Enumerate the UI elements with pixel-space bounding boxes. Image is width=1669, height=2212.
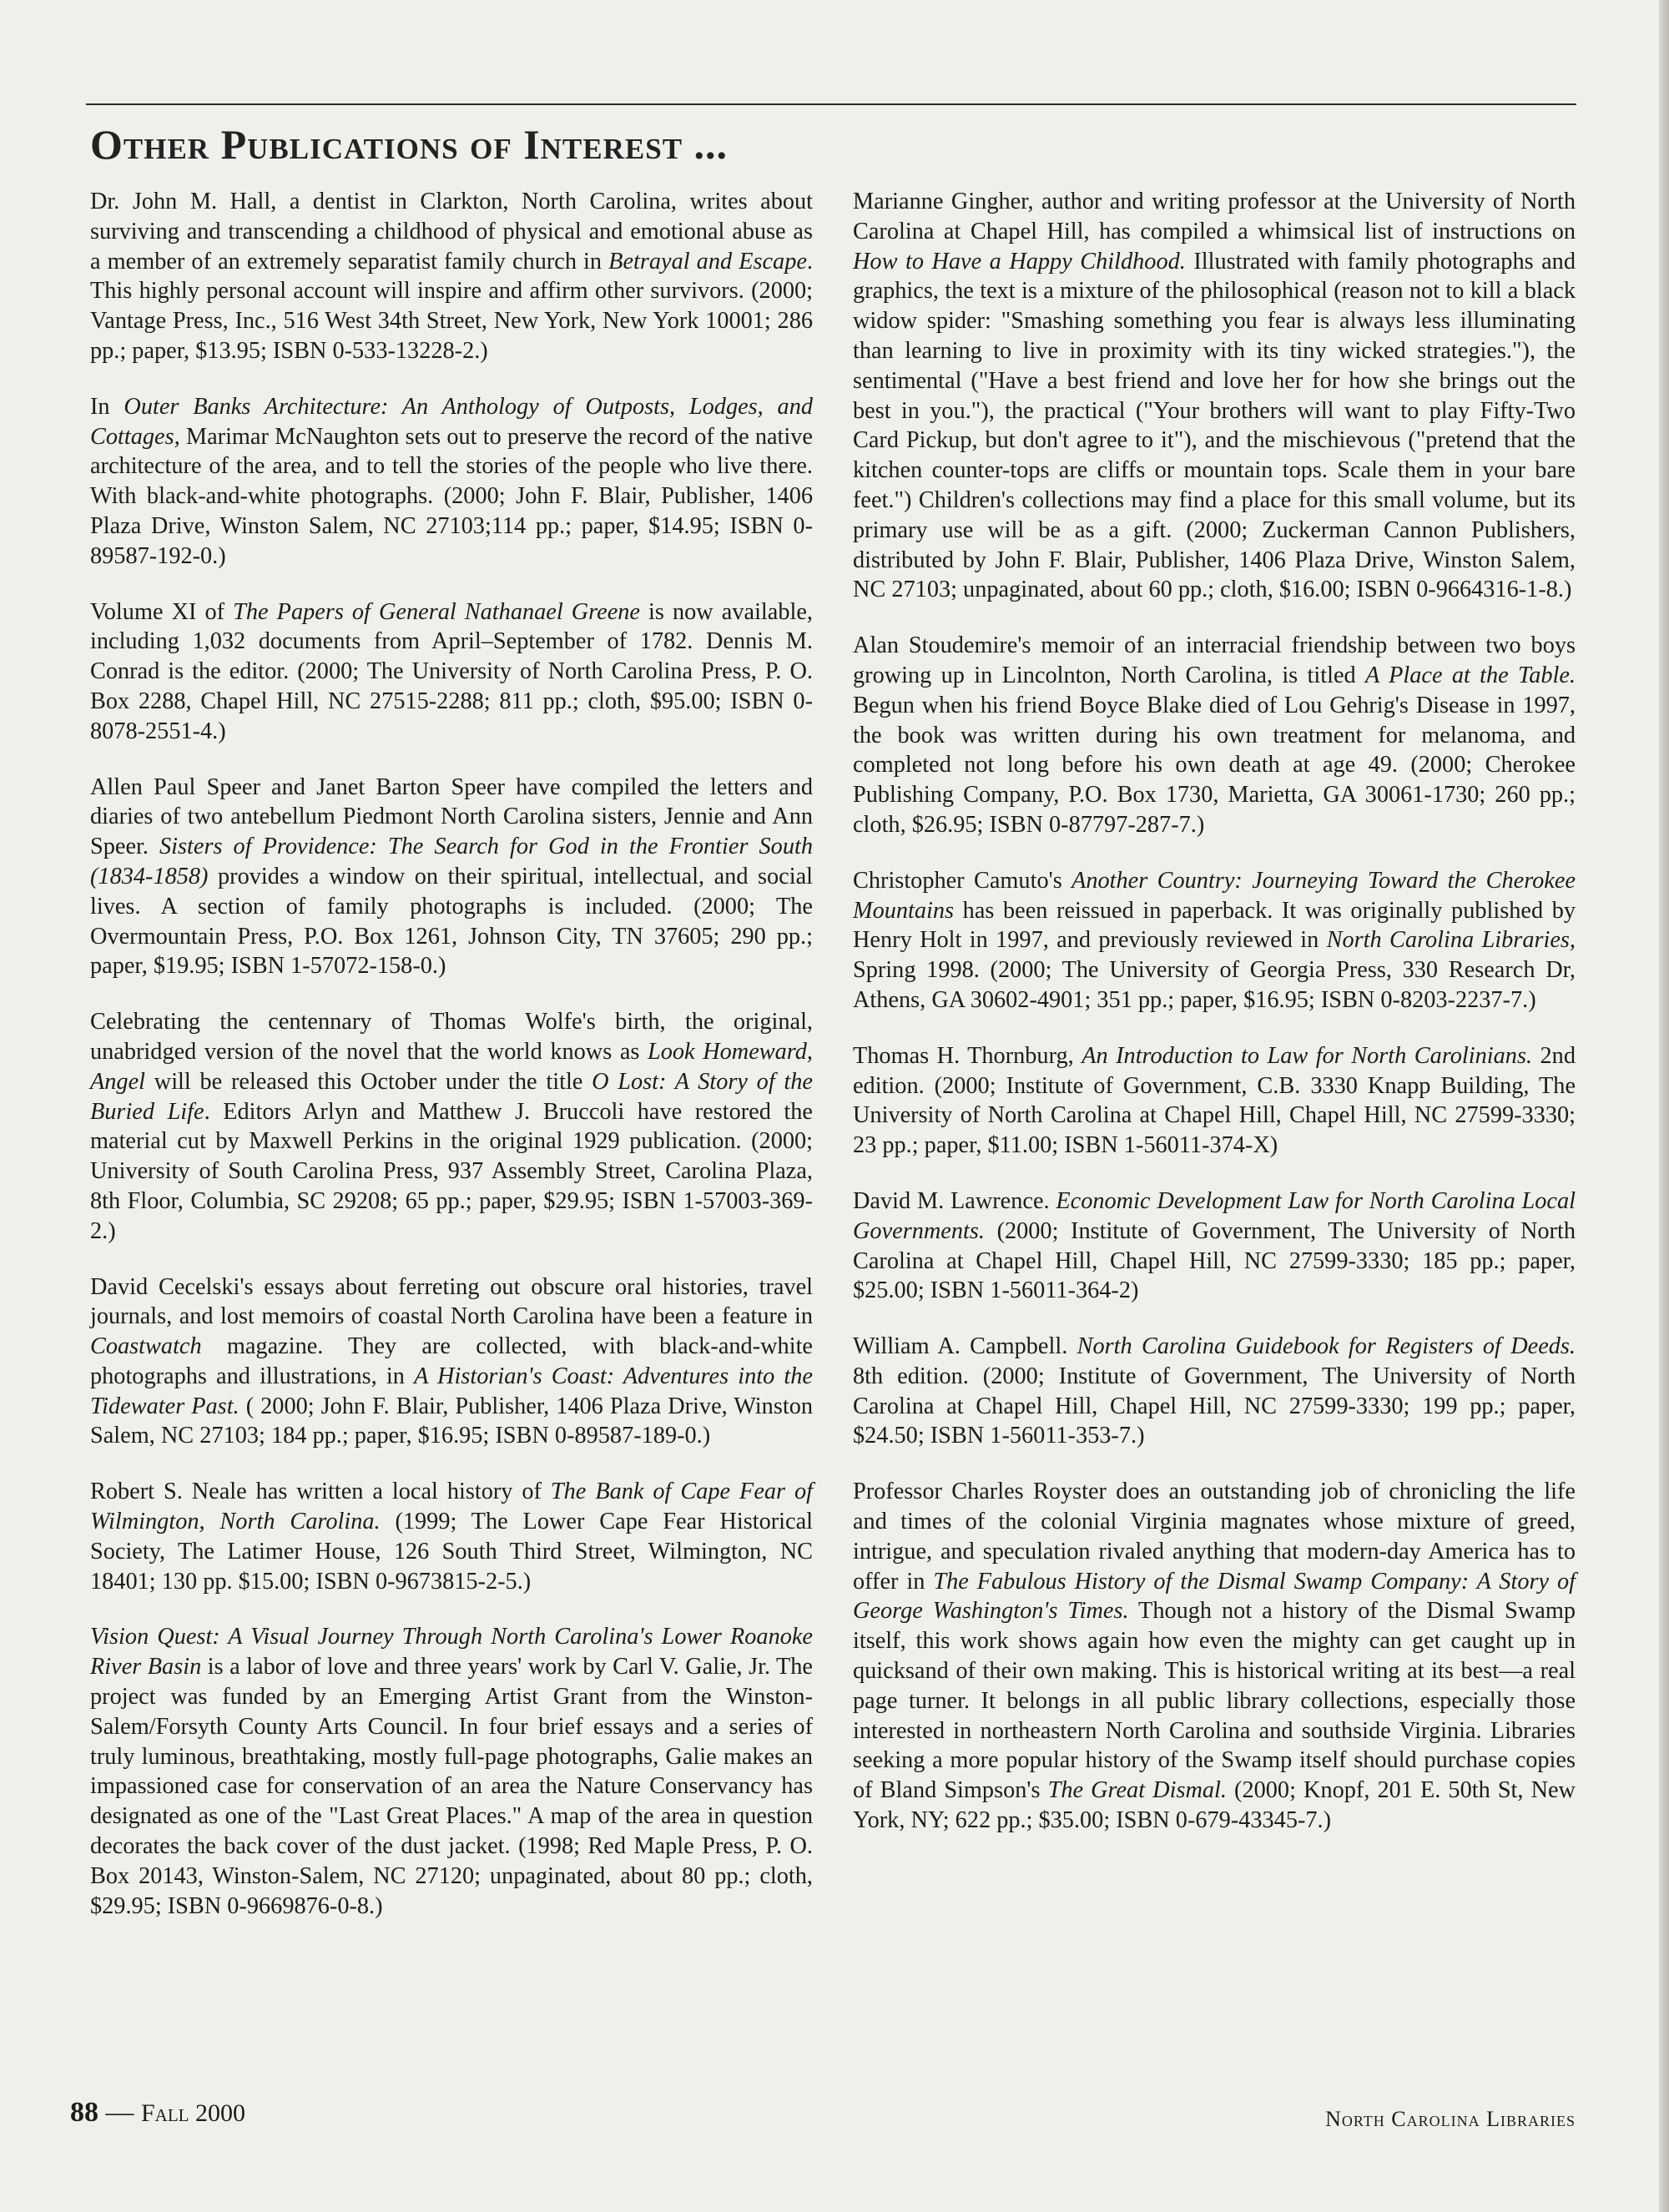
header-rule: [86, 103, 1576, 105]
journal-name: North Carolina Libraries: [1325, 2107, 1576, 2131]
review-entry: Alan Stoudemire's memoir of an interracial friendship between two boys growing up in Lincolnton, North Carolina, is titled A Place at the Table. Begun when his friend Boyce Blake died of Lou Gehrig's Disease in 1997, the book was written during his own treatment for melanoma, and completed not long before his own death at age 49. (2000; Cherokee Publishing Company, P.O. Box 1730, Marietta, GA 30061-1730; 260 pp.; cloth, $26.95; ISBN 0-87797-287-7.): [853, 632, 1576, 838]
review-entry: Professor Charles Royster does an outstanding job of chronicling the life and times of the colonial Virginia magnates whose mixture of greed, intrigue, and speculation rivaled anything that modern-day America has to offer in The Fabulous History of the Dismal Swamp Company: A Story of George Washington's Times. Though not a history of the Dismal Swamp itself, this work shows again how even the mighty can get caught up in quicksand of their own making. This is historical writing at its best—a real page turner. It belongs in all public library collections, especially those interested in northeastern North Carolina and southside Virginia. Libraries seeking a more popular history of the Swamp itself should purchase copies of Bland Simpson's The Great Dismal. (2000; Knopf, 201 E. 50th St, New York, NY; 622 pp.; $35.00; ISBN 0-679-43345-7.): [853, 1479, 1576, 1834]
review-entry: Volume XI of The Papers of General Nathanael Greene is now available, including 1,032 documents from April–September of 1782. Dennis M. Conrad is the editor. (2000; The University of North Carolina Press, P. O. Box 2288, Chapel Hill, NC 27515-2288; 811 pp.; cloth, $95.00; ISBN 0-8078-2551-4.): [90, 598, 813, 744]
review-entry: William A. Campbell. North Carolina Guidebook for Registers of Deeds. 8th edition. (2000; Institute of Government, The University of North Carolina at Chapel Hill, Chapel Hill, NC 27599-3330; 199 pp.; paper, $24.50; ISBN 1-56011-353-7.): [853, 1333, 1576, 1449]
right-column: [853, 187, 1576, 1862]
review-entry: Christopher Camuto's Another Country: Journeying Toward the Cherokee Mountains has been reissued in paperback. It was originally published by Henry Holt in 1997, and previously reviewed in North Carolina Libraries, Spring 1998. (2000; The University of Georgia Press, 330 Research Dr, Athens, GA 30602-4901; 351 pp.; paper, $16.95; ISBN 0-8203-2237-7.): [853, 867, 1576, 1013]
page-number: 88: [70, 2097, 98, 2128]
review-entry: Robert S. Neale has written a local history of The Bank of Cape Fear of Wilmington, North Carolina. (1999; The Lower Cape Fear Historical Society, The Latimer House, 126 South Third Street, Wilmington, NC 18401; 130 pp. $15.00; ISBN 0-9673815-2-5.): [90, 1479, 813, 1595]
issue-date: Fall 2000: [141, 2099, 246, 2127]
review-entry: Thomas H. Thornburg, An Introduction to Law for North Carolinians. 2nd edition. (2000; Institute of Government, C.B. 3330 Knapp Building, The University of North Carolina at Chapel Hill, Chapel Hill, NC 27599-3330; 23 pp.; paper, $11.00; ISBN 1-56011-374-X): [853, 1042, 1576, 1159]
review-entry: David Cecelski's essays about ferreting out obscure oral histories, travel journals, and lost memoirs of coastal North Carolina have been a feature in Coastwatch magazine. They are collected, with black-and-white photographs and illustrations, in A Historian's Coast: Adventures into the Tidewater Past. ( 2000; John F. Blair, Publisher, 1406 Plaza Drive, Winston Salem, NC 27103; 184 pp.; paper, $16.95; ISBN 0-89587-189-0.): [90, 1273, 813, 1449]
page-title: Other Publications of Interest ...: [90, 121, 729, 168]
folio: [70, 2097, 245, 2129]
review-entry: Celebrating the centennary of Thomas Wolfe's birth, the original, unabridged version of the novel that the world knows as Look Homeward, Angel will be released this October under the title O Lost: A Story of the Buried Life. Editors Arlyn and Matthew J. Bruccoli have restored the material cut by Maxwell Perkins in the original 1929 publication. (2000; University of South Carolina Press, 937 Assembly Street, Carolina Plaza, 8th Floor, Columbia, SC 29208; 65 pp.; paper, $29.95; ISBN 1-57003-369-2.): [90, 1009, 813, 1244]
page-edge-shadow: [1659, 0, 1669, 2212]
review-entry: In Outer Banks Architecture: An Anthology of Outposts, Lodges, and Cottages, Marimar McNaughton sets out to preserve the record of the native architecture of the area, and to tell the stories of the people who live there. With black-and-white photographs. (2000; John F. Blair, Publisher, 1406 Plaza Drive, Winston Salem, NC 27103;114 pp.; paper, $14.95; ISBN 0-89587-192-0.): [90, 393, 813, 569]
review-entry: David M. Lawrence. Economic Development Law for North Carolina Local Governments. (2000; Institute of Government, The University of North Carolina at Chapel Hill, Chapel Hill, NC 27599-3330; 185 pp.; paper, $25.00; ISBN 1-56011-364-2): [853, 1187, 1576, 1304]
left-column: [90, 187, 813, 1947]
review-entry: Vision Quest: A Visual Journey Through North Carolina's Lower Roanoke River Basin is a labor of love and three years' work by Carl V. Galie, Jr. The project was funded by an Emerging Artist Grant from the Winston-Salem/Forsyth County Arts Council. In four brief essays and a series of truly luminous, breathtaking, mostly full-page photographs, Galie makes an impassioned case for conservation of an area the Nature Conservancy has designated as one of the "Last Great Places." A map of the area in question decorates the back cover of the dust jacket. (1998; Red Maple Press, P. O. Box 20143, Winston-Salem, NC 27120; unpaginated, about 80 pp.; cloth, $29.95; ISBN 0-9669876-0-8.): [90, 1624, 813, 1919]
review-entry: Marianne Gingher, author and writing professor at the University of North Carolina at Chapel Hill, has compiled a whimsical list of instructions on How to Have a Happy Childhood. Illustrated with family photographs and graphics, the text is a mixture of the philosophical (reason not to kill a black widow spider: "Smashing something you fear is always less illuminating than learning to live in proximity with its tiny wicked strategies."), the sentimental ("Have a best friend and love her for how she brings out the best in you."), the practical ("Your brothers will want to play Fifty-Two Card Pickup, but don't agree to it"), and the mischievous ("pretend that the kitchen counter-tops are cliffs or mountain tops. Scale them in your bare feet.") Children's collections may find a place for this small volume, but its primary use will be as a gift. (2000; Zuckerman Cannon Publishers, distributed by John F. Blair, Publisher, 1406 Plaza Drive, Winston Salem, NC 27103; unpaginated, about 60 pp.; cloth, $16.00; ISBN 0-9664316-1-8.): [853, 189, 1576, 603]
folio-dash: —: [105, 2097, 134, 2128]
review-entry: Allen Paul Speer and Janet Barton Speer have compiled the letters and diaries of two antebellum Piedmont North Carolina sisters, Jennie and Ann Speer. Sisters of Providence: The Search for God in the Frontier South (1834-1858) provides a window on their spiritual, intellectual, and social lives. A section of family photographs is included. (2000; The Overmountain Press, P.O. Box 1261, Johnson City, TN 37605; 290 pp.; paper, $19.95; ISBN 1-57072-158-0.): [90, 773, 813, 980]
review-entry: Dr. John M. Hall, a dentist in Clarkton, North Carolina, writes about surviving and transcending a childhood of physical and emotional abuse as a member of an extremely separatist family church in Betrayal and Escape. This highly personal account will inspire and affirm other survivors. (2000; Vantage Press, Inc., 516 West 34th Street, New York, New York 10001; 286 pp.; paper, $13.95; ISBN 0-533-13228-2.): [90, 189, 813, 364]
